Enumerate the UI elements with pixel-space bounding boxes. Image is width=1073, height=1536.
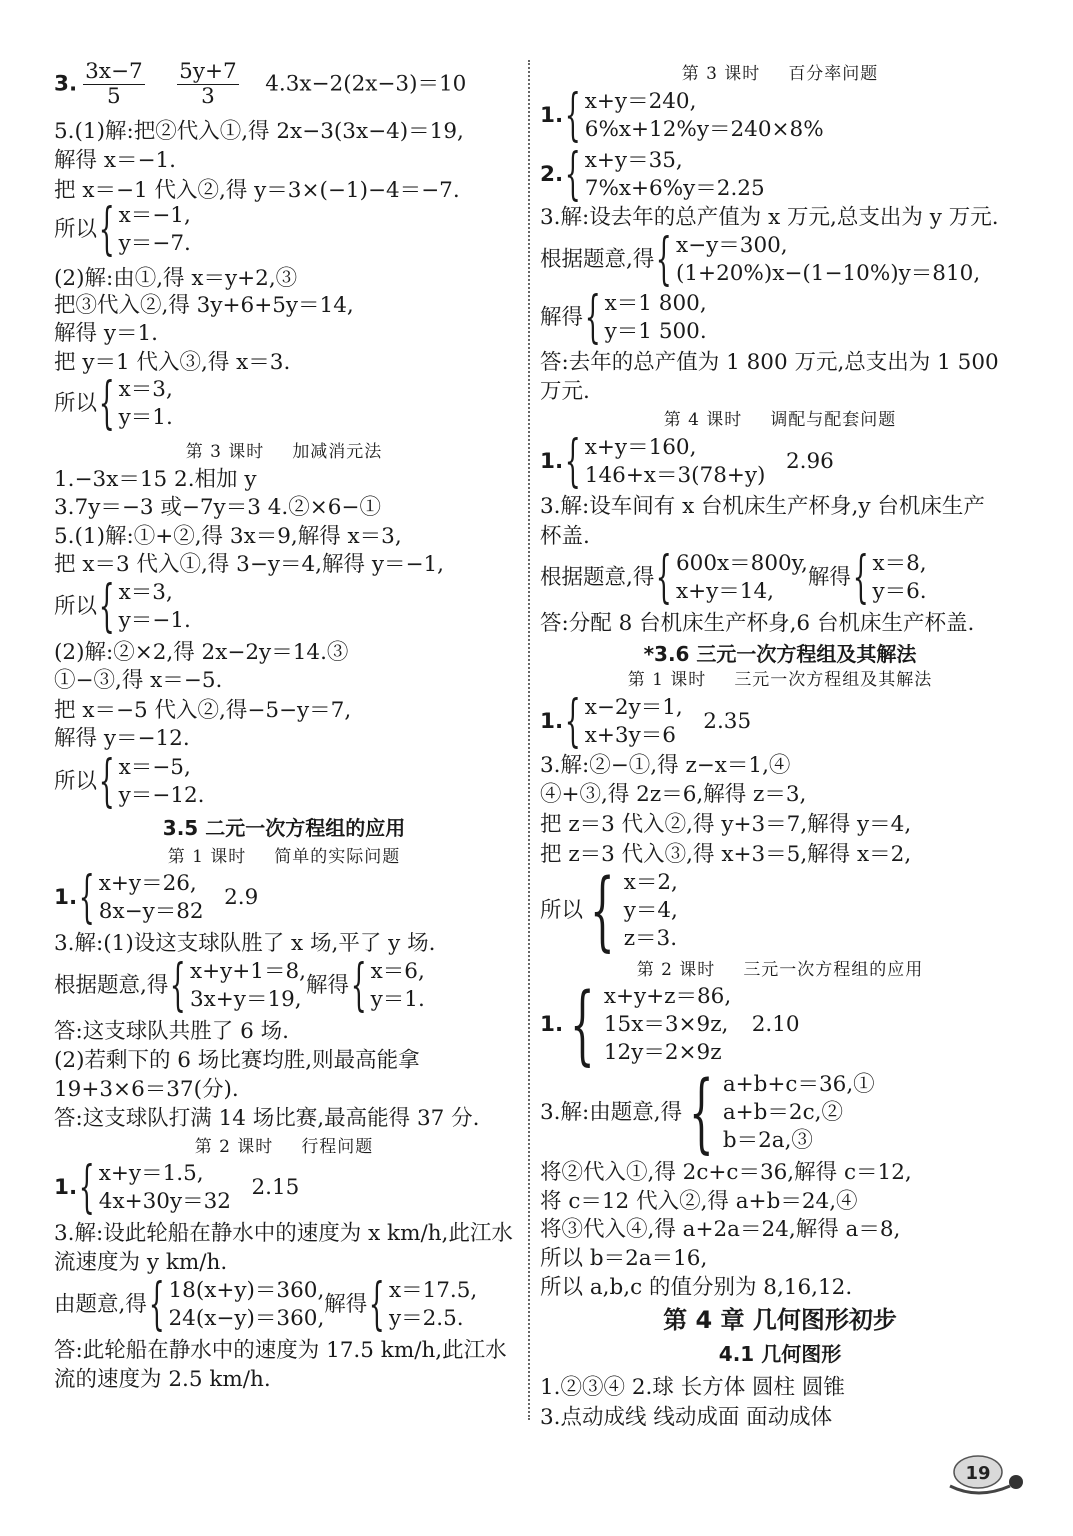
answer-line: 3.点动成线 线动成面 面动成体 bbox=[540, 1405, 833, 1430]
answer-line: ④+③,得 2z＝6,解得 z＝3, bbox=[540, 782, 807, 807]
answer-line: 所以 b＝2a＝16, bbox=[540, 1246, 708, 1271]
chapter-heading: 第 4 章 几何图形初步 bbox=[663, 1306, 897, 1334]
fraction: $\frac{3x-7}{5}$ bbox=[85, 59, 143, 109]
answer-line: 把 y＝1 代入③,得 x＝3. bbox=[54, 350, 291, 375]
page-number: 19 bbox=[965, 1463, 991, 1484]
answer-line: 1.−3x＝15 2.相加 y bbox=[54, 467, 257, 492]
answer-line: 杯盖. bbox=[540, 524, 590, 549]
answer-line: 解得 x＝−1. bbox=[54, 148, 176, 173]
answer-line: 将②代入①,得 2c+c＝36,解得 c＝12, bbox=[540, 1160, 912, 1185]
answer-line: (2)若剩下的 6 场比赛均胜,则最高能拿 bbox=[54, 1048, 420, 1073]
answer-line: 答:去年的总产值为 1 800 万元,总支出为 1 500 bbox=[540, 350, 999, 375]
answer-line: 所以 a,b,c 的值分别为 8,16,12. bbox=[540, 1275, 853, 1300]
answer-line: 1.②③④ 2.球 长方体 圆柱 圆锥 bbox=[540, 1375, 845, 1400]
answer-system: 所以 { x＝−1, y＝−7. bbox=[54, 197, 191, 262]
answer-line: 流速度为 y km/h. bbox=[54, 1250, 228, 1275]
answer-system: 1. { x+y＝240, 6%x+12%y＝240×8% bbox=[540, 83, 824, 148]
page-number-badge bbox=[930, 1442, 1050, 1502]
answer-line: 把 x＝−5 代入②,得−5−y＝7, bbox=[54, 698, 352, 723]
answer-line: ①−③,得 x＝−5. bbox=[54, 668, 223, 693]
answer-line: 3.解:(1)设这支球队胜了 x 场,平了 y 场. bbox=[54, 931, 436, 956]
answer-system: 1. { x+y＝160, 146+x＝3(78+y) 2.96 bbox=[540, 429, 834, 494]
answer-line: 19+3×6＝37(分). bbox=[54, 1077, 239, 1102]
answer-line: 3.解:设此轮船在静水中的速度为 x km/h,此江水 bbox=[54, 1221, 513, 1246]
answer-line: 将 c＝12 代入②,得 a+b＝24,④ bbox=[540, 1189, 858, 1214]
answer-system: 根据题意,得 { 600x＝800y, x+y＝14, 解得 { x＝8, y＝6. bbox=[540, 545, 927, 610]
answer-line: (2)解:②×2,得 2x−2y＝14.③ bbox=[54, 640, 349, 665]
answer-line: 把 z＝3 代入③,得 x+3＝5,解得 x＝2, bbox=[540, 842, 912, 867]
answer-system: 根据题意,得 { x+y+1＝8, 3x+y＝19, 解得 { x＝6, y＝1. bbox=[54, 953, 425, 1018]
answer-system: 所以 { x＝−5, y＝−12. bbox=[54, 749, 205, 814]
answer-system: 3.解:由题意,得 { a+b+c＝36,① a+b＝2c,② b＝2a,③ bbox=[540, 1063, 875, 1163]
fraction: $\frac{5y+7}{3}$ bbox=[179, 59, 237, 109]
answer-system: 根据题意,得 { x−y＝300, (1+20%)x−(1−10%)y＝810, bbox=[540, 227, 981, 292]
answer-line: 答:这支球队共胜了 6 场. bbox=[54, 1019, 289, 1044]
answer-line: 3.7y＝−3 或−7y＝3 4.②×6−① bbox=[54, 495, 381, 520]
answer-line: 5.(1)解:①+②,得 3x＝9,解得 x＝3, bbox=[54, 524, 402, 549]
answer-line: 解得 y＝−12. bbox=[54, 726, 190, 751]
answer-system: 所以 { x＝3, y＝1. bbox=[54, 371, 173, 436]
section-heading: *3.6 三元一次方程组及其解法 bbox=[643, 642, 917, 666]
answer-system: 1. { x+y＝26, 8x−y＝82 2.9 bbox=[54, 865, 259, 930]
column-divider bbox=[528, 60, 530, 1420]
answer-line: 万元. bbox=[540, 379, 590, 404]
answer-line: 答:这支球队打满 14 场比赛,最高能得 37 分. bbox=[54, 1106, 480, 1131]
lesson-heading: 第 3 课时 加减消元法 bbox=[185, 442, 383, 462]
answer-system: 所以 { x＝3, y＝−1. bbox=[54, 574, 191, 639]
answer-line: 把 x＝−1 代入②,得 y＝3×(−1)−4＝−7. bbox=[54, 178, 460, 203]
lesson-heading: 第 1 课时 三元一次方程组及其解法 bbox=[627, 670, 933, 690]
answer-system: 1. { x+y+z＝86, 15x＝3×9z, 12y＝2×9z 2.10 bbox=[540, 975, 800, 1075]
lesson-heading: 第 2 课时 行程问题 bbox=[194, 1137, 374, 1157]
section-heading: 4.1 几何图形 bbox=[718, 1342, 842, 1366]
answer-line: 解得 y＝1. bbox=[54, 321, 158, 346]
answer-line: 3. $\frac{3x-7}{5}$ $\frac{5y+7}{3}$ 4.3x−2(2x−3)＝10 bbox=[54, 59, 467, 109]
answer-line: 把 z＝3 代入②,得 y+3＝7,解得 y＝4, bbox=[540, 812, 912, 837]
answer-system: 2. { x+y＝35, 7%x+6%y＝2.25 bbox=[540, 142, 765, 207]
answer-line: 3.解:设去年的总产值为 x 万元,总支出为 y 万元. bbox=[540, 205, 999, 230]
answer-line: 将③代入④,得 a+2a＝24,解得 a＝8, bbox=[540, 1217, 901, 1242]
answer-line: (2)解:由①,得 x＝y+2,③ bbox=[54, 266, 298, 291]
answer-line: 答:分配 8 台机床生产杯身,6 台机床生产杯盖. bbox=[540, 611, 975, 636]
answer-line: 把③代入②,得 3y+6+5y＝14, bbox=[54, 293, 354, 318]
answer-line: 3.解:设车间有 x 台机床生产杯身,y 台机床生产 bbox=[540, 494, 985, 519]
lesson-heading: 第 4 课时 调配与配套问题 bbox=[663, 410, 897, 430]
section-heading: 3.5 二元一次方程组的应用 bbox=[162, 816, 406, 840]
page-badge-dot bbox=[1009, 1475, 1023, 1489]
answer-line: 5.(1)解:把②代入①,得 2x−3(3x−4)＝19, bbox=[54, 119, 464, 144]
answer-line: 答:此轮船在静水中的速度为 17.5 km/h,此江水 bbox=[54, 1338, 507, 1363]
answer-system: 1. { x+y＝1.5, 4x+30y＝32 2.15 bbox=[54, 1155, 300, 1220]
answer-line: 3.解:②−①,得 z−x＝1,④ bbox=[540, 753, 791, 778]
answer-system: 解得 { x＝1 800, y＝1 500. bbox=[540, 285, 707, 350]
answer-line: 把 x＝3 代入①,得 3−y＝4,解得 y＝−1, bbox=[54, 552, 445, 577]
answer-system: 1. { x−2y＝1, x+3y＝6 2.35 bbox=[540, 689, 752, 754]
answer-system: 由题意,得 { 18(x+y)＝360, 24(x−y)＝360, 解得 { x＝17.5, y＝2.5. bbox=[54, 1272, 478, 1337]
answer-line: 流的速度为 2.5 km/h. bbox=[54, 1367, 271, 1392]
lesson-heading: 第 1 课时 简单的实际问题 bbox=[167, 847, 401, 867]
lesson-heading: 第 3 课时 百分率问题 bbox=[681, 64, 879, 84]
lesson-heading: 第 2 课时 三元一次方程组的应用 bbox=[636, 960, 924, 980]
answer-system: 所以 { x＝2, y＝4, z＝3. bbox=[540, 861, 678, 961]
